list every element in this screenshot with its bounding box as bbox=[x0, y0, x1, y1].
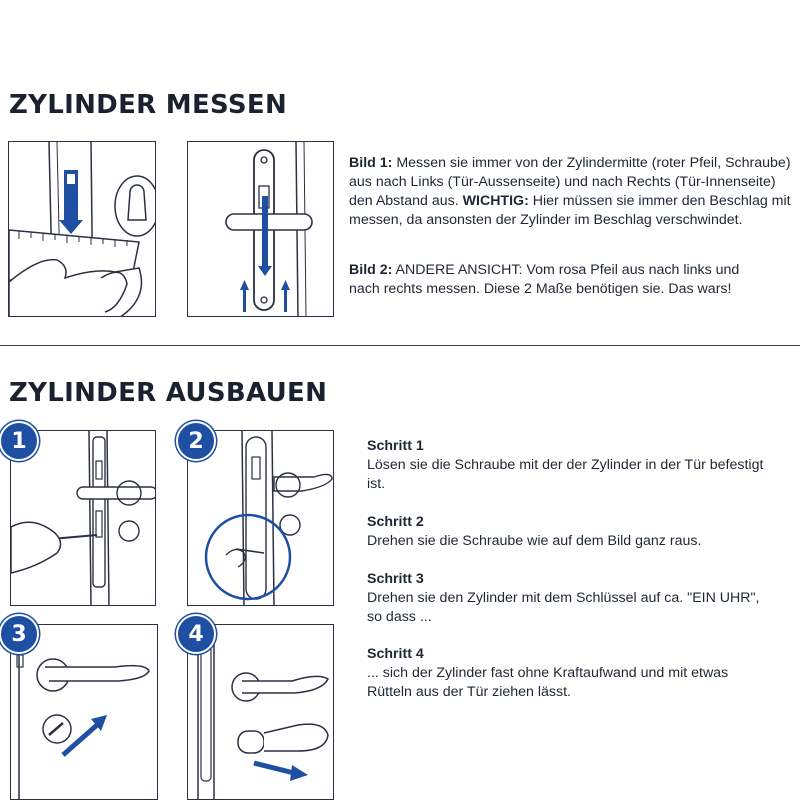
illustration-step-3 bbox=[10, 624, 158, 800]
step-2 bbox=[367, 513, 792, 551]
step-1 bbox=[367, 437, 792, 494]
illustration-step-1 bbox=[10, 430, 156, 606]
step-badge-1: 1 bbox=[0, 421, 39, 461]
step-4-title: Schritt 4 bbox=[367, 646, 424, 662]
screwdriver-icon bbox=[11, 431, 156, 606]
bild1-text-a: Messen sie immer von der Zylindermitte (roter Pfeil, Schraube) aus nach Links (Tür-Aussenseite) und nach Rechts (Tür-Innenseite) den Abstand aus. bbox=[349, 155, 791, 209]
step-4-text: ... sich der Zylinder fast ohne Kraftaufwand und mit etwas Rütteln aus der Tür ziehen lässt. bbox=[367, 665, 729, 700]
step-4 bbox=[367, 645, 792, 702]
illustration-step-4 bbox=[187, 624, 334, 800]
section-heading-measure: ZYLINDER MESSEN bbox=[9, 90, 288, 120]
illustration-measure-side bbox=[187, 141, 334, 317]
step-3-text: Drehen sie den Zylinder mit dem Schlüssel auf ca. "EIN UHR", so dass ... bbox=[367, 590, 760, 625]
cylinder-pull-icon bbox=[188, 625, 334, 800]
illustration-step-2 bbox=[187, 430, 334, 606]
bild1-description bbox=[349, 154, 795, 230]
bild1-text-b: Hier müssen sie immer den Beschlag mit messen, da ansonsten der Zylinder im Beschlag verschwindet. bbox=[349, 193, 791, 228]
step-badge-4: 4 bbox=[176, 614, 216, 654]
screw-removal-icon bbox=[188, 431, 334, 606]
measuring-tape-icon bbox=[9, 142, 156, 317]
bild2-label: Bild 2: bbox=[349, 262, 393, 278]
step-2-title: Schritt 2 bbox=[367, 514, 424, 530]
door-lock-icon bbox=[188, 142, 334, 317]
bild2-description bbox=[349, 261, 769, 299]
bild2-text: ANDERE ANSICHT: Vom rosa Pfeil aus nach links und nach rechts messen. Diese 2 Maße benötigen sie. Das wars! bbox=[349, 262, 740, 297]
bild1-emphasis: WICHTIG: bbox=[462, 193, 529, 209]
key-turn-icon bbox=[11, 625, 158, 800]
section-divider bbox=[0, 345, 800, 346]
step-3-title: Schritt 3 bbox=[367, 571, 424, 587]
section-heading-remove: ZYLINDER AUSBAUEN bbox=[9, 378, 328, 408]
step-3 bbox=[367, 570, 792, 627]
illustration-measure-front bbox=[8, 141, 156, 317]
step-2-text: Drehen sie die Schraube wie auf dem Bild ganz raus. bbox=[367, 533, 702, 549]
step-badge-3: 3 bbox=[0, 614, 39, 654]
step-1-text: Lösen sie die Schraube mit der der Zylinder in der Tür befestigt ist. bbox=[367, 457, 764, 492]
step-1-title: Schritt 1 bbox=[367, 438, 424, 454]
step-badge-2: 2 bbox=[176, 421, 216, 461]
bild1-label: Bild 1: bbox=[349, 155, 393, 171]
